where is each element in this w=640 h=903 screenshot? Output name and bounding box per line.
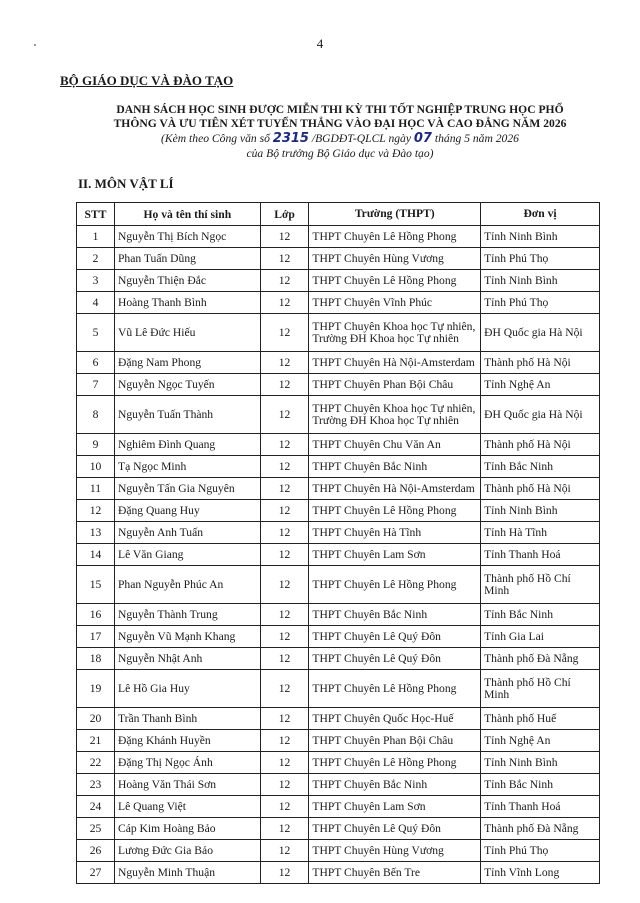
cell-grade: 12: [260, 396, 309, 434]
cell-stt: 10: [77, 456, 115, 478]
cell-stt: 22: [77, 752, 115, 774]
cell-grade: 12: [260, 626, 309, 648]
cell-name: Hoàng Văn Thái Sơn: [114, 774, 260, 796]
cell-unit: Tỉnh Ninh Bình: [481, 226, 600, 248]
cell-stt: 25: [77, 818, 115, 840]
document-title: [60, 103, 620, 131]
table-header-row: [77, 203, 600, 226]
table-body: [77, 226, 600, 884]
cell-unit: Tỉnh Ninh Bình: [481, 270, 600, 292]
cell-school: THPT Chuyên Lê Hồng Phong: [309, 670, 481, 708]
cell-grade: 12: [260, 248, 309, 270]
cell-name: Nguyễn Vũ Mạnh Khang: [114, 626, 260, 648]
cell-grade: 12: [260, 566, 309, 604]
cell-grade: 12: [260, 226, 309, 248]
table-row: [77, 774, 600, 796]
cell-school: THPT Chuyên Phan Bội Châu: [309, 730, 481, 752]
cell-stt: 6: [77, 352, 115, 374]
cell-name: Đặng Quang Huy: [114, 500, 260, 522]
cell-stt: 27: [77, 862, 115, 884]
cell-grade: 12: [260, 522, 309, 544]
table-row: [77, 544, 600, 566]
cell-stt: 14: [77, 544, 115, 566]
cell-name: Đặng Nam Phong: [114, 352, 260, 374]
cell-name: Nguyễn Ngọc Tuyến: [114, 374, 260, 396]
document-subtitle: [60, 131, 620, 161]
table-row: [77, 374, 600, 396]
cell-stt: 4: [77, 292, 115, 314]
table-row: [77, 396, 600, 434]
cell-name: Nguyễn Minh Thuận: [114, 862, 260, 884]
cell-unit: Tỉnh Vĩnh Long: [481, 862, 600, 884]
cell-name: Nguyễn Nhật Anh: [114, 648, 260, 670]
header-name: Họ và tên thí sinh: [114, 203, 260, 226]
cell-grade: 12: [260, 352, 309, 374]
cell-stt: 5: [77, 314, 115, 352]
cell-unit: Thành phố Hà Nội: [481, 352, 600, 374]
cell-unit: Tỉnh Ninh Bình: [481, 752, 600, 774]
cell-school: THPT Chuyên Lê Quý Đôn: [309, 626, 481, 648]
cell-unit: Tỉnh Thanh Hoá: [481, 796, 600, 818]
cell-name: Lê Văn Giang: [114, 544, 260, 566]
cell-name: Lê Quang Việt: [114, 796, 260, 818]
section-title: II. MÔN VẬT LÍ: [78, 176, 174, 191]
cell-school: THPT Chuyên Chu Văn An: [309, 434, 481, 456]
cell-name: Phan Tuấn Dũng: [114, 248, 260, 270]
table-row: [77, 708, 600, 730]
cell-grade: 12: [260, 708, 309, 730]
cell-grade: 12: [260, 456, 309, 478]
cell-school: THPT Chuyên Lê Hồng Phong: [309, 226, 481, 248]
table-row: [77, 314, 600, 352]
table-row: [77, 566, 600, 604]
subtitle-line-1: [60, 131, 620, 146]
table-row: [77, 648, 600, 670]
cell-name: Hoàng Thanh Bình: [114, 292, 260, 314]
cell-stt: 18: [77, 648, 115, 670]
cell-name: Vũ Lê Đức Hiếu: [114, 314, 260, 352]
table-row: [77, 796, 600, 818]
cell-name: Phan Nguyễn Phúc An: [114, 566, 260, 604]
table-row: [77, 456, 600, 478]
table-row: [77, 862, 600, 884]
title-line-1: DANH SÁCH HỌC SINH ĐƯỢC MIỄN THI KỲ THI TỐT NGHIỆP TRUNG HỌC PHỔ: [116, 103, 564, 116]
cell-stt: 8: [77, 396, 115, 434]
cell-unit: Thành phố Hồ Chí Minh: [481, 566, 600, 604]
cell-name: Trần Thanh Bình: [114, 708, 260, 730]
cell-grade: 12: [260, 500, 309, 522]
cell-stt: 12: [77, 500, 115, 522]
cell-name: Nguyễn Thị Bích Ngọc: [114, 226, 260, 248]
table-row: [77, 604, 600, 626]
handwritten-day: 07: [413, 131, 432, 146]
cell-school: THPT Chuyên Khoa học Tự nhiên, Trường ĐH Khoa học Tự nhiên: [309, 314, 481, 352]
cell-name: Cáp Kim Hoàng Bảo: [114, 818, 260, 840]
cell-school: THPT Chuyên Hà Nội-Amsterdam: [309, 478, 481, 500]
cell-school: THPT Chuyên Lê Hồng Phong: [309, 752, 481, 774]
cell-grade: 12: [260, 862, 309, 884]
cell-school: THPT Chuyên Khoa học Tự nhiên, Trường ĐH Khoa học Tự nhiên: [309, 396, 481, 434]
cell-stt: 21: [77, 730, 115, 752]
cell-school: THPT Chuyên Bắc Ninh: [309, 456, 481, 478]
cell-school: THPT Chuyên Lê Hồng Phong: [309, 566, 481, 604]
cell-school: THPT Chuyên Hà Tĩnh: [309, 522, 481, 544]
cell-unit: Thành phố Đà Nẵng: [481, 648, 600, 670]
cell-unit: Tỉnh Bắc Ninh: [481, 456, 600, 478]
header-school: Trường (THPT): [309, 203, 481, 226]
cell-unit: Thành phố Huế: [481, 708, 600, 730]
student-table: [76, 202, 600, 884]
handwritten-doc-number: 2315: [272, 131, 309, 146]
table-row: [77, 478, 600, 500]
subtitle-prefix: (Kèm theo Công văn số: [161, 132, 273, 145]
cell-name: Nguyễn Tấn Gia Nguyên: [114, 478, 260, 500]
cell-name: Lương Đức Gia Bảo: [114, 840, 260, 862]
title-line-2: THÔNG VÀ ƯU TIÊN XÉT TUYỂN THẲNG VÀO ĐẠI HỌC VÀ CAO ĐẲNG NĂM 2026: [113, 117, 567, 130]
cell-unit: Tỉnh Nghệ An: [481, 374, 600, 396]
cell-stt: 1: [77, 226, 115, 248]
cell-stt: 13: [77, 522, 115, 544]
cell-stt: 9: [77, 434, 115, 456]
cell-stt: 20: [77, 708, 115, 730]
cell-grade: 12: [260, 374, 309, 396]
cell-grade: 12: [260, 604, 309, 626]
table-row: [77, 226, 600, 248]
cell-name: Nghiêm Đình Quang: [114, 434, 260, 456]
cell-name: Nguyễn Thành Trung: [114, 604, 260, 626]
cell-stt: 19: [77, 670, 115, 708]
ministry-heading: BỘ GIÁO DỤC VÀ ĐÀO TẠO: [60, 73, 234, 88]
cell-unit: Thành phố Hà Nội: [481, 478, 600, 500]
subtitle-suffix: tháng 5 năm 2026: [431, 132, 519, 145]
cell-stt: 26: [77, 840, 115, 862]
cell-name: Nguyễn Thiện Đắc: [114, 270, 260, 292]
cell-grade: 12: [260, 478, 309, 500]
cell-school: THPT Chuyên Lam Sơn: [309, 544, 481, 566]
cell-grade: 12: [260, 670, 309, 708]
cell-school: THPT Chuyên Lê Hồng Phong: [309, 500, 481, 522]
cell-school: THPT Chuyên Lê Quý Đôn: [309, 818, 481, 840]
cell-grade: 12: [260, 292, 309, 314]
table-row: [77, 730, 600, 752]
table-row: [77, 248, 600, 270]
cell-school: THPT Chuyên Bắc Ninh: [309, 774, 481, 796]
cell-school: THPT Chuyên Bến Tre: [309, 862, 481, 884]
cell-school: THPT Chuyên Hùng Vương: [309, 248, 481, 270]
cell-school: THPT Chuyên Vĩnh Phúc: [309, 292, 481, 314]
cell-name: Tạ Ngọc Minh: [114, 456, 260, 478]
cell-school: THPT Chuyên Lê Hồng Phong: [309, 270, 481, 292]
cell-unit: Thành phố Hồ Chí Minh: [481, 670, 600, 708]
cell-stt: 3: [77, 270, 115, 292]
cell-grade: 12: [260, 434, 309, 456]
header-stt: STT: [77, 203, 115, 226]
cell-school: THPT Chuyên Phan Bội Châu: [309, 374, 481, 396]
cell-stt: 23: [77, 774, 115, 796]
table-row: [77, 500, 600, 522]
cell-unit: ĐH Quốc gia Hà Nội: [481, 314, 600, 352]
cell-unit: Tỉnh Bắc Ninh: [481, 774, 600, 796]
cell-unit: Tỉnh Phú Thọ: [481, 248, 600, 270]
cell-stt: 11: [77, 478, 115, 500]
cell-name: Đặng Thị Ngọc Ánh: [114, 752, 260, 774]
cell-name: Lê Hồ Gia Huy: [114, 670, 260, 708]
page-number: 4: [316, 36, 324, 51]
table-row: [77, 818, 600, 840]
table-row: [77, 626, 600, 648]
cell-stt: 16: [77, 604, 115, 626]
cell-grade: 12: [260, 818, 309, 840]
cell-unit: Tỉnh Ninh Bình: [481, 500, 600, 522]
cell-stt: 24: [77, 796, 115, 818]
cell-grade: 12: [260, 796, 309, 818]
cell-stt: 17: [77, 626, 115, 648]
cell-unit: ĐH Quốc gia Hà Nội: [481, 396, 600, 434]
cell-unit: Tỉnh Thanh Hoá: [481, 544, 600, 566]
table-row: [77, 522, 600, 544]
cell-school: THPT Chuyên Lê Quý Đôn: [309, 648, 481, 670]
header-grade: Lớp: [260, 203, 309, 226]
cell-unit: Thành phố Đà Nẵng: [481, 818, 600, 840]
table-row: [77, 352, 600, 374]
cell-stt: 15: [77, 566, 115, 604]
cell-unit: Tỉnh Phú Thọ: [481, 292, 600, 314]
table-row: [77, 292, 600, 314]
cell-school: THPT Chuyên Hùng Vương: [309, 840, 481, 862]
cell-unit: Tỉnh Gia Lai: [481, 626, 600, 648]
cell-grade: 12: [260, 270, 309, 292]
cell-grade: 12: [260, 752, 309, 774]
cell-unit: Tỉnh Hà Tĩnh: [481, 522, 600, 544]
table-row: [77, 752, 600, 774]
table-row: [77, 434, 600, 456]
cell-name: Nguyễn Anh Tuấn: [114, 522, 260, 544]
table-row: [77, 270, 600, 292]
cell-school: THPT Chuyên Bắc Ninh: [309, 604, 481, 626]
header-unit: Đơn vị: [481, 203, 600, 226]
subtitle-line-2: của Bộ trưởng Bộ Giáo dục và Đào tạo): [246, 147, 434, 160]
cell-grade: 12: [260, 648, 309, 670]
cell-school: THPT Chuyên Quốc Học-Huế: [309, 708, 481, 730]
table-row: [77, 840, 600, 862]
cell-grade: 12: [260, 774, 309, 796]
cell-grade: 12: [260, 730, 309, 752]
cell-unit: Tỉnh Phú Thọ: [481, 840, 600, 862]
cell-grade: 12: [260, 840, 309, 862]
cell-name: Đặng Khánh Huyền: [114, 730, 260, 752]
cell-unit: Tỉnh Bắc Ninh: [481, 604, 600, 626]
cell-stt: 7: [77, 374, 115, 396]
cell-stt: 2: [77, 248, 115, 270]
table-row: [77, 670, 600, 708]
cell-grade: 12: [260, 314, 309, 352]
cell-school: THPT Chuyên Lam Sơn: [309, 796, 481, 818]
cell-name: Nguyễn Tuấn Thành: [114, 396, 260, 434]
cell-unit: Tỉnh Nghệ An: [481, 730, 600, 752]
cell-school: THPT Chuyên Hà Nội-Amsterdam: [309, 352, 481, 374]
subtitle-middle: /BGDĐT-QLCL ngày: [308, 132, 414, 145]
cell-unit: Thành phố Hà Nội: [481, 434, 600, 456]
cell-grade: 12: [260, 544, 309, 566]
